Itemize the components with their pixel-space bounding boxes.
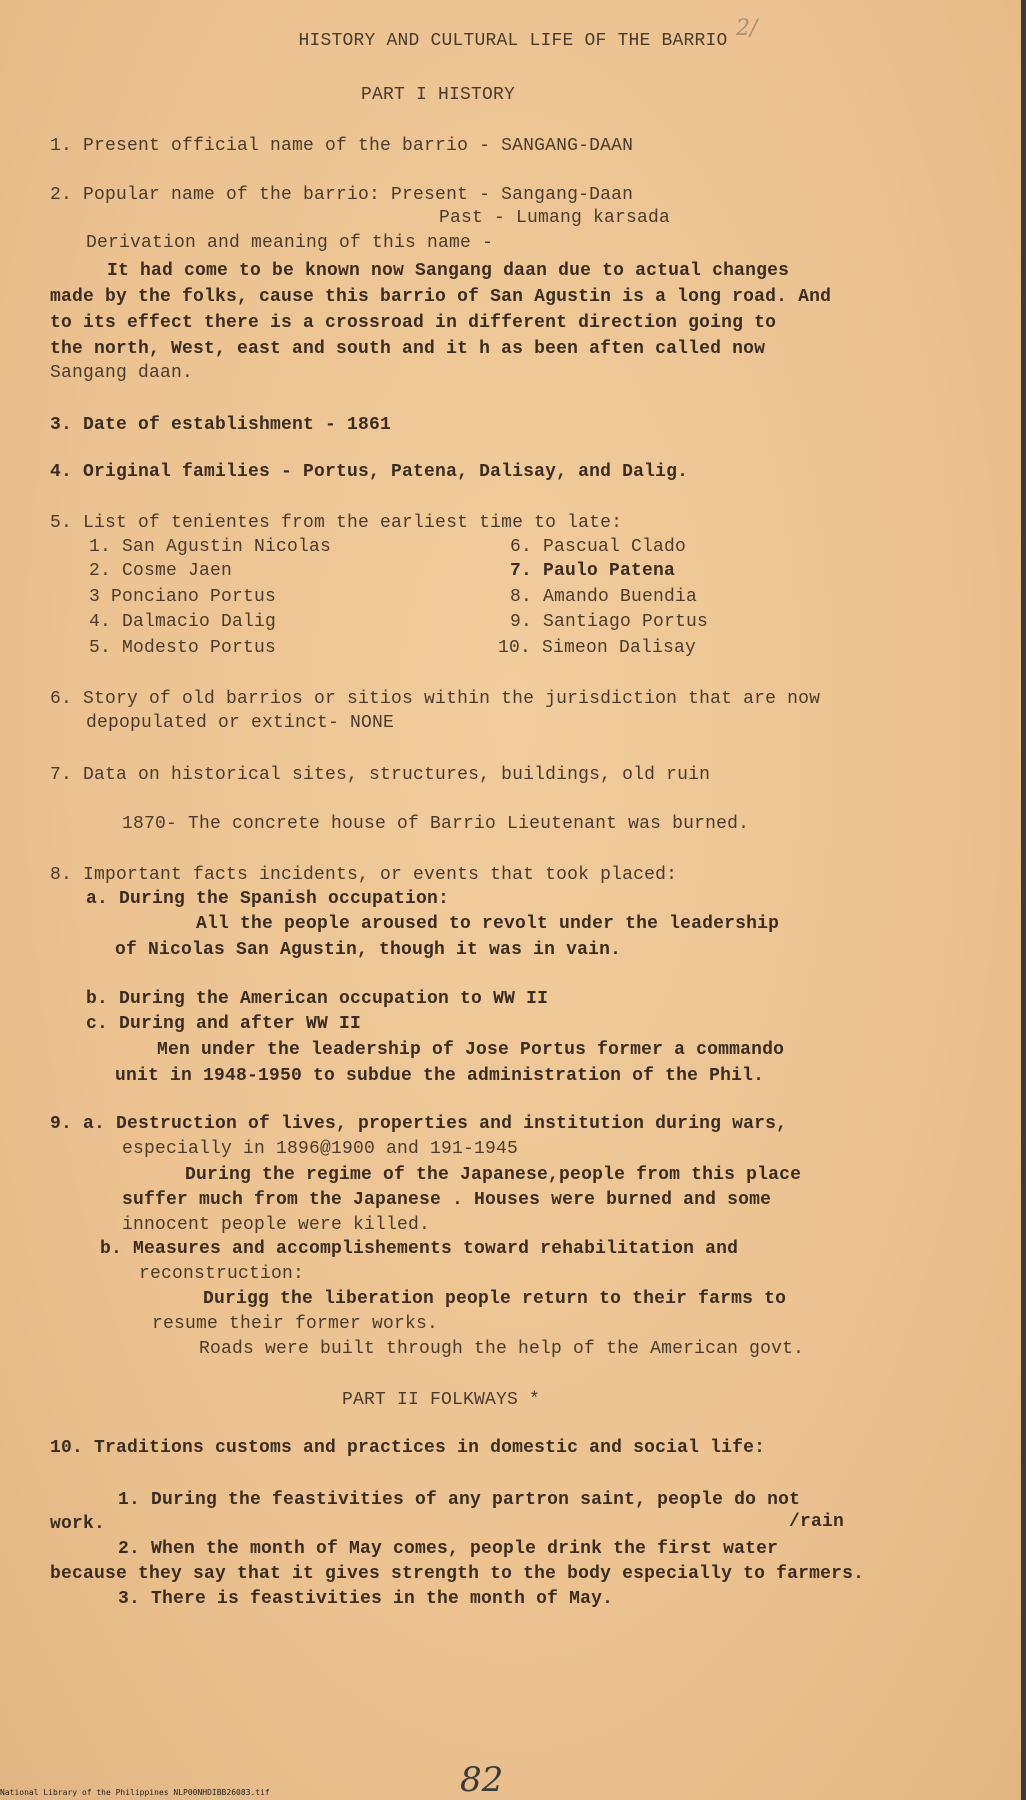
teniente-3: 3 Ponciano Portus (89, 587, 277, 607)
item-8-c: c. During and after WW II (86, 1014, 362, 1034)
item-10-2-line-2: because they say that it gives strength to the body especially to farmers. (50, 1564, 865, 1584)
item-8-c-line-1: Men under the leadership of Jose Portus former a commando (157, 1040, 785, 1060)
teniente-8: 8. Amando Buendia (510, 587, 698, 607)
item-2-past: Past - Lumang karsada (439, 208, 671, 228)
item-9-a-line-2: especially in 1896@1900 and 191-1945 (122, 1139, 519, 1159)
item-9-b-line-5: Roads were built through the help of the American govt. (199, 1339, 805, 1359)
item-2-para-line-5: Sangang daan. (50, 363, 194, 383)
part1-heading: PART I HISTORY (361, 85, 516, 105)
document-title: HISTORY AND CULTURAL LIFE OF THE BARRIO (298, 31, 728, 51)
item-10: 10. Traditions customs and practices in domestic and social life: (50, 1438, 766, 1458)
item-10-3: 3. There is feastivities in the month of May. (118, 1589, 614, 1609)
teniente-4: 4. Dalmacio Dalig (89, 612, 277, 632)
item-8: 8. Important facts incidents, or events that took placed: (50, 865, 678, 885)
item-2-para-line-1: It had come to be known now Sangang daan due to actual changes (107, 261, 790, 281)
item-3: 3. Date of establishment - 1861 (50, 415, 392, 435)
item-5: 5. List of tenientes from the earliest time to late: (50, 513, 623, 533)
item-10-1-line-1: 1. During the feastivities of any partron saint, people do not (118, 1490, 801, 1510)
item-9-para-line-2: suffer much from the Japanese . Houses were burned and some (122, 1190, 772, 1210)
teniente-6: 6. Pascual Clado (510, 537, 687, 557)
item-2-para-line-2: made by the folks, cause this barrio of San Agustin is a long road. And (50, 287, 832, 307)
teniente-10: 10. Simeon Dalisay (498, 638, 697, 658)
handwritten-page-number: 82 (460, 1760, 504, 1800)
item-8-a-line-2: of Nicolas San Agustin, though it was in vain. (115, 940, 622, 960)
teniente-9: 9. Santiago Portus (510, 612, 709, 632)
teniente-2: 2. Cosme Jaen (89, 561, 233, 581)
scan-footer: National Library of the Philippines NLP00NHDIBB26083.tif (0, 1788, 270, 1797)
part2-heading: PART II FOLKWAYS * (342, 1390, 541, 1410)
item-2-present: 2. Popular name of the barrio: Present - Sangang-Daan (50, 185, 634, 205)
item-10-2-line-1: 2. When the month of May comes, people drink the first water (118, 1539, 779, 1559)
item-9-b: b. Measures and accomplishements toward rehabilitation and (100, 1239, 739, 1259)
item-6-line-1: 6. Story of old barrios or sitios within the jurisdiction that are now (50, 689, 821, 709)
teniente-7: 7. Paulo Patena (510, 561, 676, 581)
teniente-5: 5. Modesto Portus (89, 638, 277, 658)
item-9-para-line-1: During the regime of the Japanese,people from this place (185, 1165, 802, 1185)
item-8-a: a. During the Spanish occupation: (86, 889, 450, 909)
item-4: 4. Original families - Portus, Patena, Dalisay, and Dalig. (50, 462, 689, 482)
item-6-line-2: depopulated or extinct- NONE (86, 713, 395, 733)
item-8-c-line-2: unit in 1948-1950 to subdue the administration of the Phil. (115, 1066, 765, 1086)
item-2-para-line-3: to its effect there is a crossroad in different direction going to (50, 313, 777, 333)
item-2-para-line-4: the north, West, east and south and it h as been aften called now (50, 339, 766, 359)
item-7: 7. Data on historical sites, structures, buildings, old ruin (50, 765, 711, 785)
item-8-b: b. During the American occupation to WW II (86, 989, 549, 1009)
item-9-b-line-2: reconstruction: (139, 1264, 305, 1284)
item-9-b-line-4: resume their former works. (152, 1314, 439, 1334)
item-9-a: 9. a. Destruction of lives, properties and institution during wars, (50, 1114, 788, 1134)
item-10-1-line-2: work. (50, 1514, 106, 1534)
item-1: 1. Present official name of the barrio - SANGANG-DAAN (50, 136, 634, 156)
item-7-detail: 1870- The concrete house of Barrio Lieutenant was burned. (122, 814, 750, 834)
item-10-rain-annotation: /rain (789, 1512, 845, 1532)
scan-edge (1021, 0, 1026, 1800)
item-2-derivation: Derivation and meaning of this name - (86, 233, 494, 253)
item-9-para-line-3: innocent people were killed. (122, 1215, 431, 1235)
item-9-b-line-3: Durigg the liberation people return to their farms to (203, 1289, 787, 1309)
item-8-a-line-1: All the people aroused to revolt under the leadership (196, 914, 780, 934)
teniente-1: 1. San Agustin Nicolas (89, 537, 332, 557)
title-handwritten-mark: 2/ (736, 16, 758, 41)
